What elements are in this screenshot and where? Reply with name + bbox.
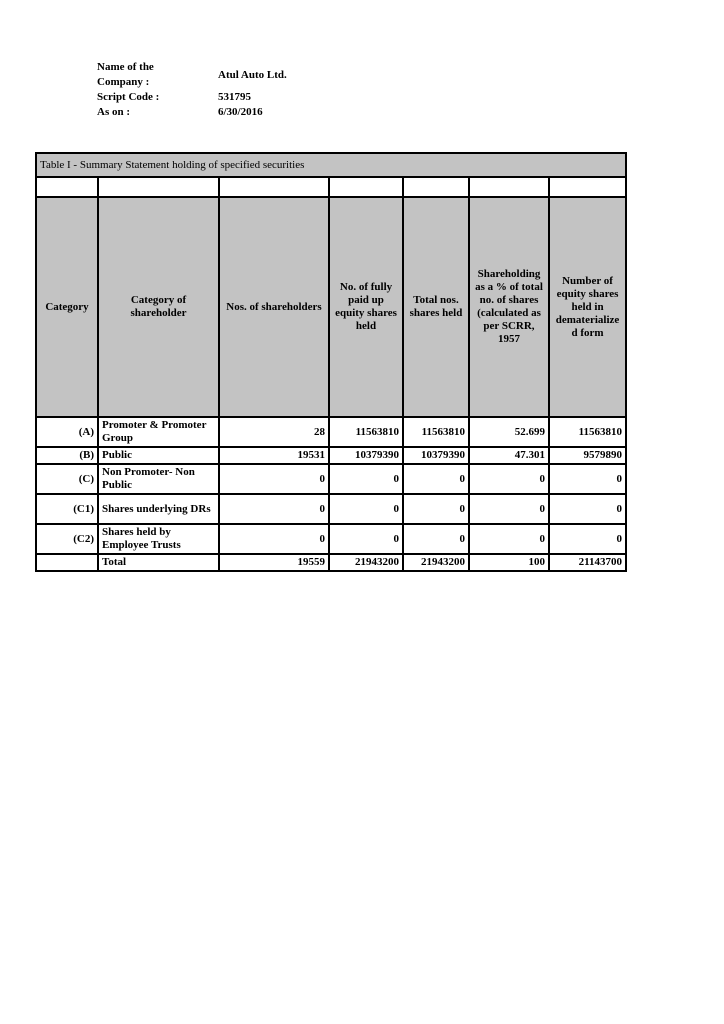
as-on-value: 6/30/2016 — [218, 106, 263, 118]
blank-cell — [36, 177, 98, 197]
cell-paid-up: 0 — [329, 464, 403, 494]
cell-demat: 0 — [549, 464, 626, 494]
table-row-non-promoter — [36, 464, 626, 494]
cell-name: Promoter & Promoter Group — [98, 417, 219, 447]
cell-name: Shares underlying DRs — [98, 494, 219, 524]
blank-cell — [549, 177, 626, 197]
cell-shareholders: 19531 — [219, 447, 329, 464]
cell-pct: 52.699 — [469, 417, 549, 447]
company-name-label: Name of the Company : — [97, 61, 154, 88]
script-code-value: 531795 — [218, 91, 251, 103]
cell-code: (C) — [36, 464, 98, 494]
col-header-total-shares: Total nos. shares held — [403, 197, 469, 417]
cell-name: Non Promoter- Non Public — [98, 464, 219, 494]
cell-demat: 11563810 — [549, 417, 626, 447]
script-code-label: Script Code : — [97, 91, 160, 103]
cell-paid-up: 11563810 — [329, 417, 403, 447]
cell-paid-up: 10379390 — [329, 447, 403, 464]
table-row-total — [36, 554, 626, 571]
table-row-shares-drs — [36, 494, 626, 524]
cell-code: (C1) — [36, 494, 98, 524]
cell-pct: 100 — [469, 554, 549, 571]
cell-shareholders: 0 — [219, 524, 329, 554]
blank-cell — [469, 177, 549, 197]
cell-demat: 0 — [549, 524, 626, 554]
cell-code — [36, 554, 98, 571]
cell-name: Total — [98, 554, 219, 571]
cell-paid-up: 21943200 — [329, 554, 403, 571]
col-header-paid-up: No. of fully paid up equity shares held — [329, 197, 403, 417]
blank-cell — [329, 177, 403, 197]
cell-shareholders: 28 — [219, 417, 329, 447]
cell-pct: 0 — [469, 464, 549, 494]
company-info-block — [97, 60, 287, 120]
cell-paid-up: 0 — [329, 524, 403, 554]
cell-total: 0 — [403, 464, 469, 494]
cell-total: 0 — [403, 524, 469, 554]
col-header-nos: Nos. of shareholders — [219, 197, 329, 417]
col-header-shareholding: Shareholding as a % of total no. of shares (calculated as per SCRR, 1957 — [469, 197, 549, 417]
header-row — [36, 197, 626, 417]
cell-shareholders: 0 — [219, 494, 329, 524]
col-header-shareholder: Category of shareholder — [98, 197, 219, 417]
table-title: Table I - Summary Statement holding of specified securities — [36, 153, 626, 177]
table-title-row — [36, 153, 626, 177]
cell-name: Shares held by Employee Trusts — [98, 524, 219, 554]
summary-table — [35, 152, 627, 572]
cell-code: (B) — [36, 447, 98, 464]
cell-name: Public — [98, 447, 219, 464]
col-header-category: Category — [36, 197, 98, 417]
as-on-row — [97, 105, 287, 120]
table-row-public — [36, 447, 626, 464]
blank-cell — [219, 177, 329, 197]
cell-demat: 21143700 — [549, 554, 626, 571]
cell-total: 21943200 — [403, 554, 469, 571]
company-name-value: Atul Auto Ltd. — [218, 68, 287, 81]
cell-code: (A) — [36, 417, 98, 447]
script-code-row — [97, 90, 287, 105]
as-on-label: As on : — [97, 106, 131, 118]
cell-demat: 0 — [549, 494, 626, 524]
table-row-promoter — [36, 417, 626, 447]
cell-total: 10379390 — [403, 447, 469, 464]
blank-cell — [403, 177, 469, 197]
cell-demat: 9579890 — [549, 447, 626, 464]
col-header-demat: Number of equity shares held in dematerialized form — [549, 197, 626, 417]
blank-row — [36, 177, 626, 197]
cell-pct: 0 — [469, 524, 549, 554]
cell-shareholders: 0 — [219, 464, 329, 494]
blank-cell — [98, 177, 219, 197]
cell-total: 11563810 — [403, 417, 469, 447]
cell-paid-up: 0 — [329, 494, 403, 524]
cell-pct: 47.301 — [469, 447, 549, 464]
cell-pct: 0 — [469, 494, 549, 524]
cell-total: 0 — [403, 494, 469, 524]
company-name-row — [97, 60, 287, 90]
cell-shareholders: 19559 — [219, 554, 329, 571]
cell-code: (C2) — [36, 524, 98, 554]
table-row-employee-trusts — [36, 524, 626, 554]
